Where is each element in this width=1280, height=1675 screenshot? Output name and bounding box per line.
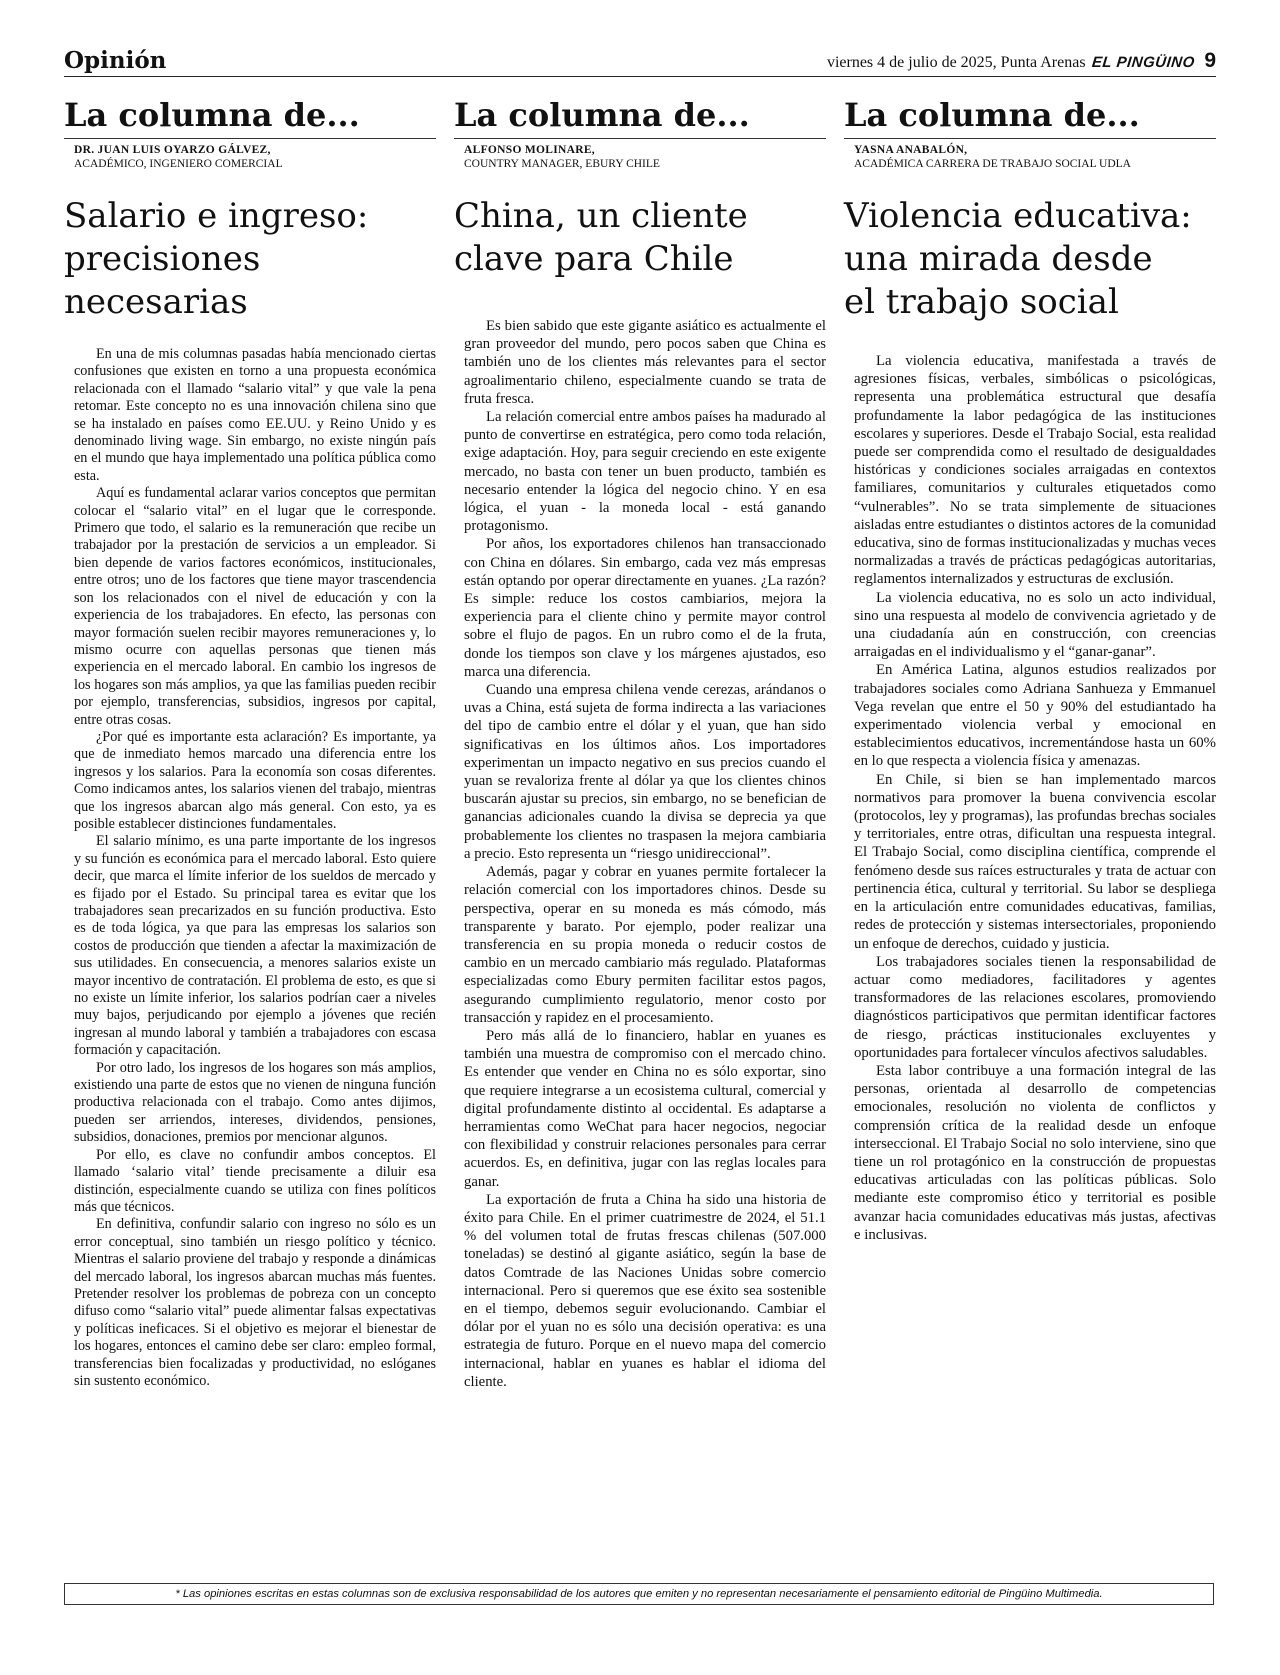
- paragraph: Aquí es fundamental aclarar varios conceptos que permitan colocar el “salario vital” en el lugar que le corresponde. Primero que todo, el salario es la remuneración que recibe un trabajador por la prestación de servicios a un empleador. Si bien depende de varios factores económicos, institucionales, entre otros; uno de los factores que tiene mayor trascendencia son los relacionados con el nivel de educación y con la experiencia de los trabajadores. En efecto, las personas con mayor formación suelen recibir mayores remuneraciones y, lo mismo ocurre con aquellas personas que tienen más experiencia en el mercado laboral. En cambio los ingresos de los hogares son más amplios, ya que las familias pueden recibir por ejemplo, transferencias, subsidios, ingresos por capital, entre otras cosas.: [74, 485, 436, 728]
- paragraph: Cuando una empresa chilena vende cerezas, arándanos o uvas a China, está sujeta de forma indirecta a las variaciones del tipo de cambio entre el dólar y el yuan, que han sido significativas en los últimos años. Los importadores experimentan un impacto negativo en sus precios cuando el yuan se revaloriza frente al dólar ya que los clientes chinos buscarán ajustar su precios, sin embargo, no se benefician de ganancias adicionales cuando la divisa se deprecia ya que probablemente los clientes no traspasen la mejora cambiaria a precio. Esto representa un “riesgo unidireccional”.: [464, 682, 826, 862]
- author-role: ACADÉMICO, INGENIERO COMERCIAL: [74, 158, 283, 170]
- title-line: Salario e ingreso:: [64, 196, 369, 236]
- article-body: [454, 317, 826, 1391]
- column-label: La columna de...: [64, 94, 436, 139]
- page-number: 9: [1204, 49, 1216, 72]
- author-role: ACADÉMICA CARRERA DE TRABAJO SOCIAL UDLA: [854, 158, 1131, 170]
- paragraph: El salario mínimo, es una parte importante de los ingresos y su función es económica para el mercado laboral. Esto quiere decir, que marca el límite inferior de los sueldos de mercado y es fijado por el Estado. Su principal tarea es evitar que los trabajadores sean precarizados en su función productiva. Esto es de toda lógica, ya que para las empresas los salarios son costos de producción que tienden a afectar la maximización de sus utilidades. En consecuencia, a menores salarios existe un mayor incentivo de contratación. El problema de esto, es que si no existe un límite inferior, los salarios podrían caer a niveles muy bajos, perjudicando por ejemplo a jóvenes que recién ingresan al mundo laboral y también a trabajadores con escasa formación y capacitación.: [74, 833, 436, 1059]
- title-line: China, un cliente: [454, 196, 748, 236]
- paragraph: Esta labor contribuye a una formación integral de las personas, orientada al desarrollo de competencias emocionales, resolución no violenta de conflictos y comprensión crítica de la realidad desde un enfoque interseccional. El Trabajo Social no solo interviene, sino que tiene un rol protagónico en la construcción de propuestas educativas articuladas con las políticas públicas. Solo mediante este compromiso ético y territorial es posible avanzar hacia comunidades educativas más justas, afectivas e inclusivas.: [854, 1062, 1216, 1243]
- column-2: [454, 94, 826, 1391]
- header-meta: [827, 49, 1216, 73]
- title-line: precisiones: [64, 239, 261, 279]
- disclaimer-box: * Las opiniones escritas en estas columnas son de exclusiva responsabilidad de los autores que emiten y no representan necesariamente el pensamiento editorial de Pingüino Multimedia.: [64, 1583, 1214, 1605]
- paragraph: En una de mis columnas pasadas había mencionado ciertas confusiones que existen en torno a una propuesta económica relacionada con el llamado “salario vital” y que vale la pena retomar. Este concepto no es una innovación chilena sino que se ha instalado en países como EE.UU. y Reino Unido y es denominado living wage. Sin embargo, no existe ningún país en el mundo que haya implementado una política pública como esta.: [74, 346, 436, 484]
- paragraph: ¿Por qué es importante esta aclaración? Es importante, ya que de inmediato hemos marcado una diferencia entre los ingresos y los salarios. Para la economía son cosas diferentes. Como indicamos antes, los salarios vienen del trabajo, mientras que los ingresos abarcan algo más general. Con esto, ya es posible establecer distinciones fundamentales.: [74, 728, 436, 832]
- paragraph: En definitiva, confundir salario con ingreso no sólo es un error conceptual, sino también un riesgo político y técnico. Mientras el salario proviene del trabajo y responde a dinámicas del mercado laboral, los ingresos abarcan muchas más fuentes. Pretender resolver los problemas de pobreza con un concepto difuso como “salario vital” puede alimentar falsas expectativas y políticas ineficaces. Si el objetivo es mejorar el bienestar de los hogares, entonces el camino debe ser claro: empleo formal, transferencias bien focalizadas y productividad, no eslóganes sin sustento económico.: [74, 1216, 436, 1389]
- author-name: YASNA ANABALÓN,: [854, 144, 968, 156]
- column-label: La columna de...: [844, 94, 1216, 139]
- paragraph: Por años, los exportadores chilenos han transaccionado con China en dólares. Sin embargo, cada vez más empresas están optando por operar directamente en yuanes. ¿La razón? Es simple: reduce los costos cambiarios, mejora la experiencia para el cliente chino y permite mayor control sobre el flujo de pagos. En un rubro como el de la fruta, donde los tiempos son clave y los márgenes ajustados, eso marca una diferencia.: [464, 536, 826, 680]
- paragraph: Pero más allá de lo financiero, hablar en yuanes es también una muestra de compromiso con el mercado chino. Es entender que vender en China no es sólo exportar, sino que requiere integrarse a un ecosistema cultural, comercial y digital profundamente distinto al occidental. Es adaptarse a herramientas como WeChat para hacer negocios, negociar con flexibilidad y construir relaciones personales para cerrar acuerdos. Es, en definitiva, jugar con las reglas locales para ganar.: [464, 1027, 826, 1190]
- author-name: DR. JUAN LUIS OYARZO GÁLVEZ,: [74, 144, 271, 156]
- newspaper-logo: EL PINGÜINO: [1090, 54, 1196, 71]
- title-line: clave para Chile: [454, 239, 734, 279]
- column-1: [64, 94, 436, 1390]
- issue-date: viernes 4 de julio de 2025, Punta Arenas: [826, 54, 1086, 71]
- title-line: necesarias: [64, 282, 248, 322]
- column-3: [844, 94, 1216, 1244]
- paragraph: La relación comercial entre ambos países ha madurado al punto de convertirse en estratégica, pero como toda relación, exige adaptación. Hoy, para seguir creciendo en este exigente mercado, no basta con tener un buen producto, también es necesario entender la lógica del negocio chino. Y en esa lógica, el yuan - la moneda local - está ganando protagonismo.: [464, 409, 826, 535]
- paragraph: Es bien sabido que este gigante asiático es actualmente el gran proveedor del mundo, pero pocos saben que China es también uno de los clientes más relevantes para el sector agroalimentario chileno, especialmente cuando se trata de fruta fresca.: [464, 318, 826, 407]
- paragraph: Por otro lado, los ingresos de los hogares son más amplios, existiendo una parte de estos que no vienen de ninguna función productiva relacionada con el trabajo. Como antes dijimos, pueden ser arriendos, intereses, dividendos, pensiones, subsidios, donaciones, premios por mencionar algunos.: [74, 1059, 436, 1146]
- article-body: [844, 352, 1216, 1244]
- paragraph: En Chile, si bien se han implementado marcos normativos para promover la buena convivencia escolar (protocolos, ley y programas), las profundas brechas sociales y territoriales, entre otras, dificultan una respuesta integral. El Trabajo Social, como disciplina científica, comprende el fenómeno desde sus raíces estructurales y trata de actuar con pertinencia ética, cultural y territorial. Su labor se despliega en la articulación entre comunidades educativas, familias, redes de protección y sistemas intersectoriales, proponiendo un enfoque de derechos, cuidado y justicia.: [854, 771, 1216, 952]
- paragraph: La exportación de fruta a China ha sido una historia de éxito para Chile. En el primer cuatrimestre de 2024, el 51.1 % del volumen total de frutas frescas chilenas (507.000 toneladas) se destinó al gigante asiático, según la base de datos Comtrade de las Naciones Unidas sobre comercio internacional. Pero si queremos que ese éxito sea sostenible en el tiempo, debemos seguir evolucionando. Cambiar el dólar por el yuan no es sólo una decisión operativa: es una estrategia de futuro. Porque en el nuevo mapa del comercio internacional, hablar en yuanes es hablar el idioma del cliente.: [464, 1191, 826, 1390]
- title-line: una mirada desde: [844, 239, 1153, 279]
- author-role: COUNTRY MANAGER, EBURY CHILE: [464, 158, 660, 170]
- title-line: el trabajo social: [844, 282, 1119, 322]
- paragraph: Además, pagar y cobrar en yuanes permite fortalecer la relación comercial con los importadores chinos. Desde su perspectiva, operar en su moneda es más cómodo, más transparente y barato. Por ejemplo, poder realizar una transferencia en su propia moneda o reducir costos de cambio en un mercado cambiario más regulado. Plataformas especializadas como Ebury permiten facilitar estos pagos, asegurando cumplimiento regulatorio, menor costo por transacción y rapidez en el procesamiento.: [464, 864, 826, 1026]
- column-label: La columna de...: [454, 94, 826, 139]
- paragraph: Por ello, es clave no confundir ambos conceptos. El llamado ‘salario vital’ tiende precisamente a diluir esa distinción, especialmente cuando se utiliza con fines políticos más que técnicos.: [74, 1146, 436, 1215]
- title-line: Violencia educativa:: [844, 196, 1192, 236]
- paragraph: Los trabajadores sociales tienen la responsabilidad de actuar como mediadores, facilitadores y agentes transformadores de las relaciones escolares, promoviendo diagnósticos participativos que permitan identificar factores de riesgo, prácticas institucionales excluyentes y oportunidades para fortalecer vínculos afectivos saludables.: [854, 953, 1216, 1061]
- paragraph: La violencia educativa, no es solo un acto individual, sino una respuesta al modelo de convivencia agrietado y de una ciudadanía aún en construcción, con creencias arraigadas en el individualismo y el “ganar-ganar”.: [854, 589, 1216, 661]
- article-title: [844, 195, 1216, 324]
- article-title: [64, 195, 436, 324]
- section-title: Opinión: [64, 47, 167, 74]
- paragraph: En América Latina, algunos estudios realizados por trabajadores sociales como Adriana Sanhueza y Emmanuel Vega revelan que entre el 50 y 90% del estudiantado ha experimentado violencia verbal y emocional en establecimientos educativos, incrementándose hasta un 60% en lo que respecta a violencia física y amenazas.: [854, 662, 1216, 770]
- page-header: [64, 44, 1216, 77]
- article-body: [64, 346, 436, 1390]
- article-title: [454, 195, 826, 281]
- paragraph: La violencia educativa, manifestada a través de agresiones físicas, verbales, simbólicas o psicológicas, representa una problemática estructural que desafía profundamente la labor pedagógica de las instituciones escolares y superiores. Desde el Trabajo Social, esta realidad puede ser comprendida como el resultado de desigualdades históricas y condiciones sociales arraigadas en contextos familiares, comunitarios y culturales etiquetados como “vulnerables”. No se trata simplemente de situaciones aisladas entre estudiantes o distintos actores de la comunidad educativa, sino de formas institucionalizadas y muchas veces normalizadas a través de prácticas pedagógicas autoritarias, reglamentos internalizados y estructuras de exclusión.: [854, 353, 1216, 588]
- author-name: ALFONSO MOLINARE,: [464, 144, 595, 156]
